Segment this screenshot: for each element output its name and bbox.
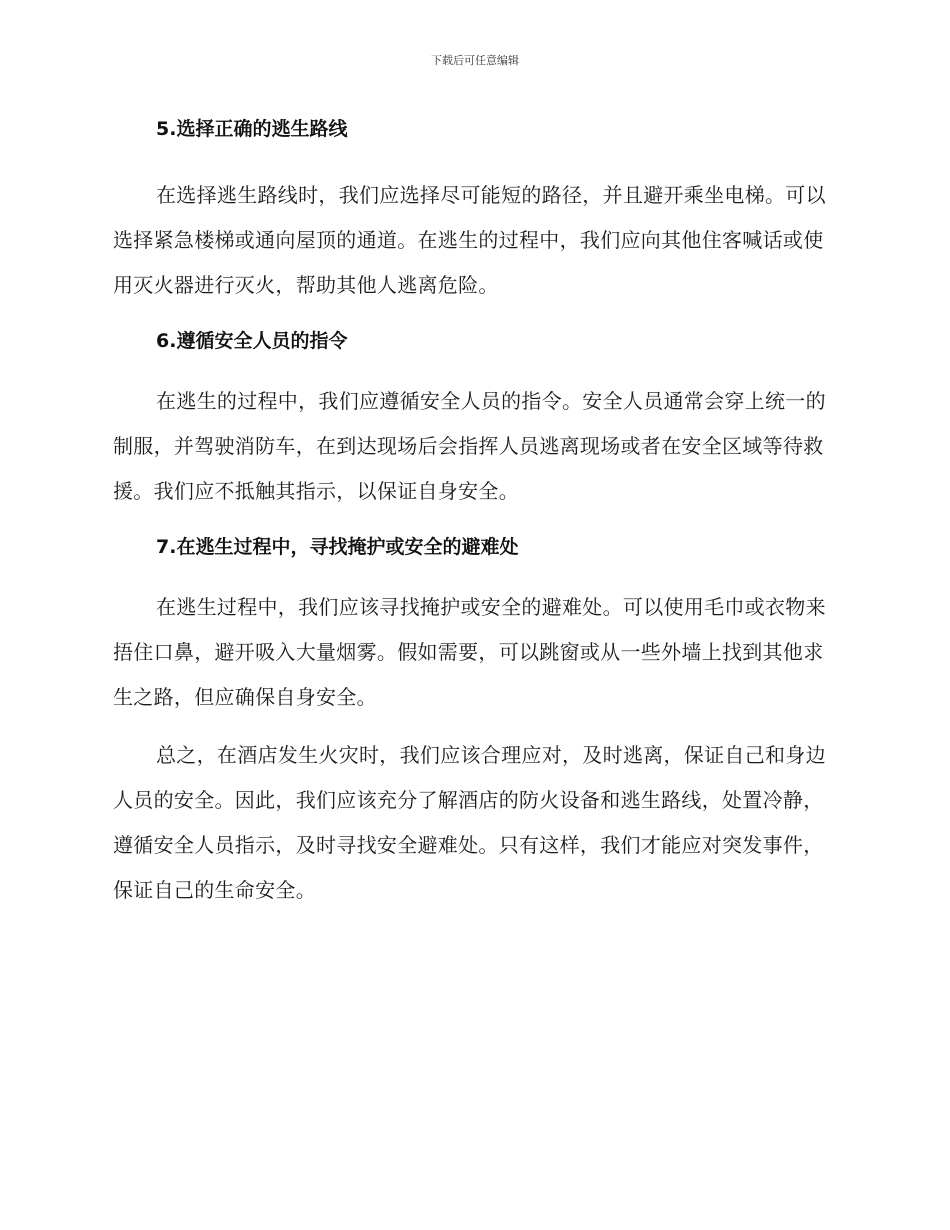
section-heading-7: 7.在逃生过程中，寻找掩护或安全的避难处: [156, 536, 519, 558]
section-heading-5: 5.选择正确的逃生路线: [156, 118, 348, 140]
section-paragraph-7: 在逃生过程中，我们应该寻找掩护或安全的避难处。可以使用毛巾或衣物来捂住口鼻，避开吸入大量烟雾。假如需要，可以跳窗或从一些外墙上找到其他求生之路，但应确保自身安全。: [113, 595, 826, 709]
section-paragraph-5: 在选择逃生路线时，我们应选择尽可能短的路径，并且避开乘坐电梯。可以选择紧急楼梯或通向屋顶的通道。在逃生的过程中，我们应向其他住客喊话或使用灭火器进行灭火，帮助其他人逃离危险。: [113, 183, 826, 297]
document-body: [113, 112, 831, 913]
section-paragraph-6: 在逃生的过程中，我们应遵循安全人员的指令。安全人员通常会穿上统一的制服，并驾驶消防车，在到达现场后会指挥人员逃离现场或者在安全区域等待救援。我们应不抵触其指示，以保证自身安全。: [113, 389, 826, 503]
summary-paragraph: 总之，在酒店发生火灾时，我们应该合理应对，及时逃离，保证自己和身边人员的安全。因此，我们应该充分了解酒店的防火设备和逃生路线，处置冷静，遵循安全人员指示，及时寻找安全避难处。只有这样，我们才能应对突发事件，保证自己的生命安全。: [113, 743, 826, 902]
section-heading-6: 6.遵循安全人员的指令: [156, 330, 348, 352]
page-header: 下载后可任意编辑: [431, 54, 519, 67]
